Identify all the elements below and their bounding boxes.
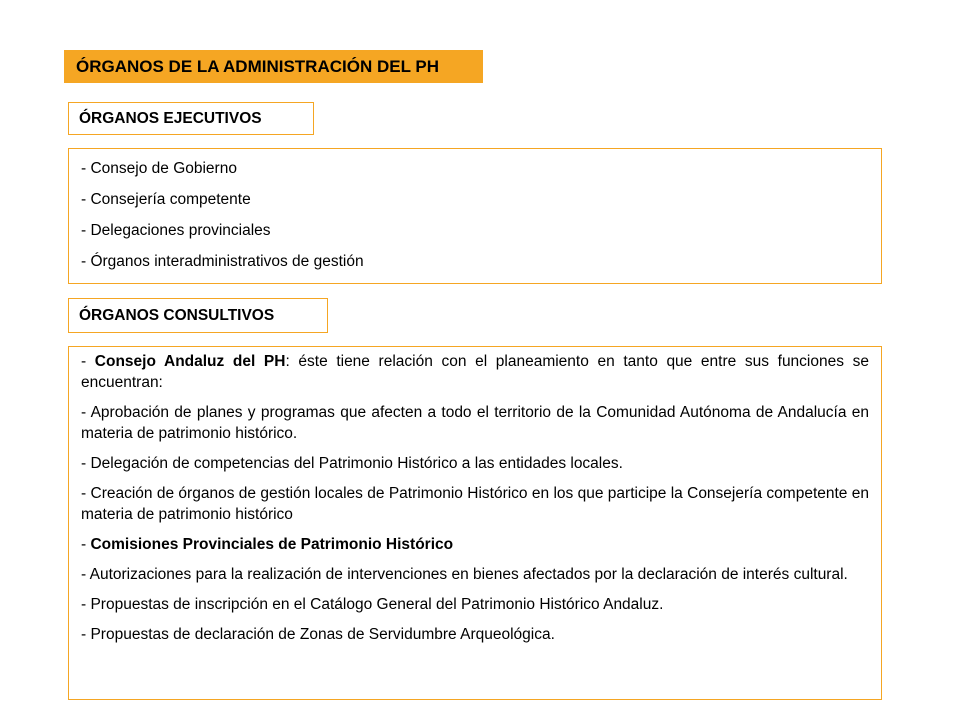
ejecutivos-list-box: [68, 148, 882, 284]
page-title: ÓRGANOS DE LA ADMINISTRACIÓN DEL PH: [76, 56, 439, 76]
section-heading-consultivos: [68, 298, 328, 333]
function-autorizaciones: - Autorizaciones para la realización de intervenciones en bienes afectados por la declaración de interés cultural.: [81, 566, 848, 583]
consejo-prefix: -: [81, 353, 95, 370]
consejo-andaluz-description: : éste tiene relación con el planeamiento en tanto que entre sus funciones se encuentran:: [81, 353, 869, 391]
list-item: - Delegaciones provinciales: [81, 222, 271, 239]
function-delegacion-competencias: - Delegación de competencias del Patrimonio Histórico a las entidades locales.: [81, 455, 623, 472]
comisiones-provinciales-name: Comisiones Provinciales de Patrimonio Histórico: [90, 536, 454, 553]
consejo-andaluz-name: Consejo Andaluz del PH: [94, 353, 286, 370]
function-propuestas-inscripcion: - Propuestas de inscripción en el Catálogo General del Patrimonio Histórico Andaluz.: [81, 596, 664, 613]
section-heading-ejecutivos-label: ÓRGANOS EJECUTIVOS: [79, 109, 262, 127]
list-item: - Consejo de Gobierno: [81, 160, 237, 177]
consejo-andaluz-paragraph: [81, 351, 869, 393]
function-propuestas-zonas: - Propuestas de declaración de Zonas de Servidumbre Arqueológica.: [81, 626, 555, 643]
function-creacion-organos: - Creación de órganos de gestión locales de Patrimonio Histórico en los que participe la Consejería competente en materia de patrimonio histórico: [81, 485, 869, 523]
comisiones-provinciales-paragraph: [81, 534, 869, 555]
section-heading-consultivos-label: ÓRGANOS CONSULTIVOS: [79, 306, 275, 324]
list-item: - Órganos interadministrativos de gestión: [81, 253, 364, 270]
comisiones-prefix: -: [81, 536, 91, 553]
section-heading-ejecutivos: [68, 102, 314, 135]
function-aprobacion-planes: - Aprobación de planes y programas que afecten a todo el territorio de la Comunidad Autónoma de Andalucía en materia de patrimonio histórico.: [81, 404, 869, 442]
page-title-banner: [64, 50, 483, 83]
consultivos-content-box: [68, 346, 882, 700]
list-item: - Consejería competente: [81, 191, 251, 208]
